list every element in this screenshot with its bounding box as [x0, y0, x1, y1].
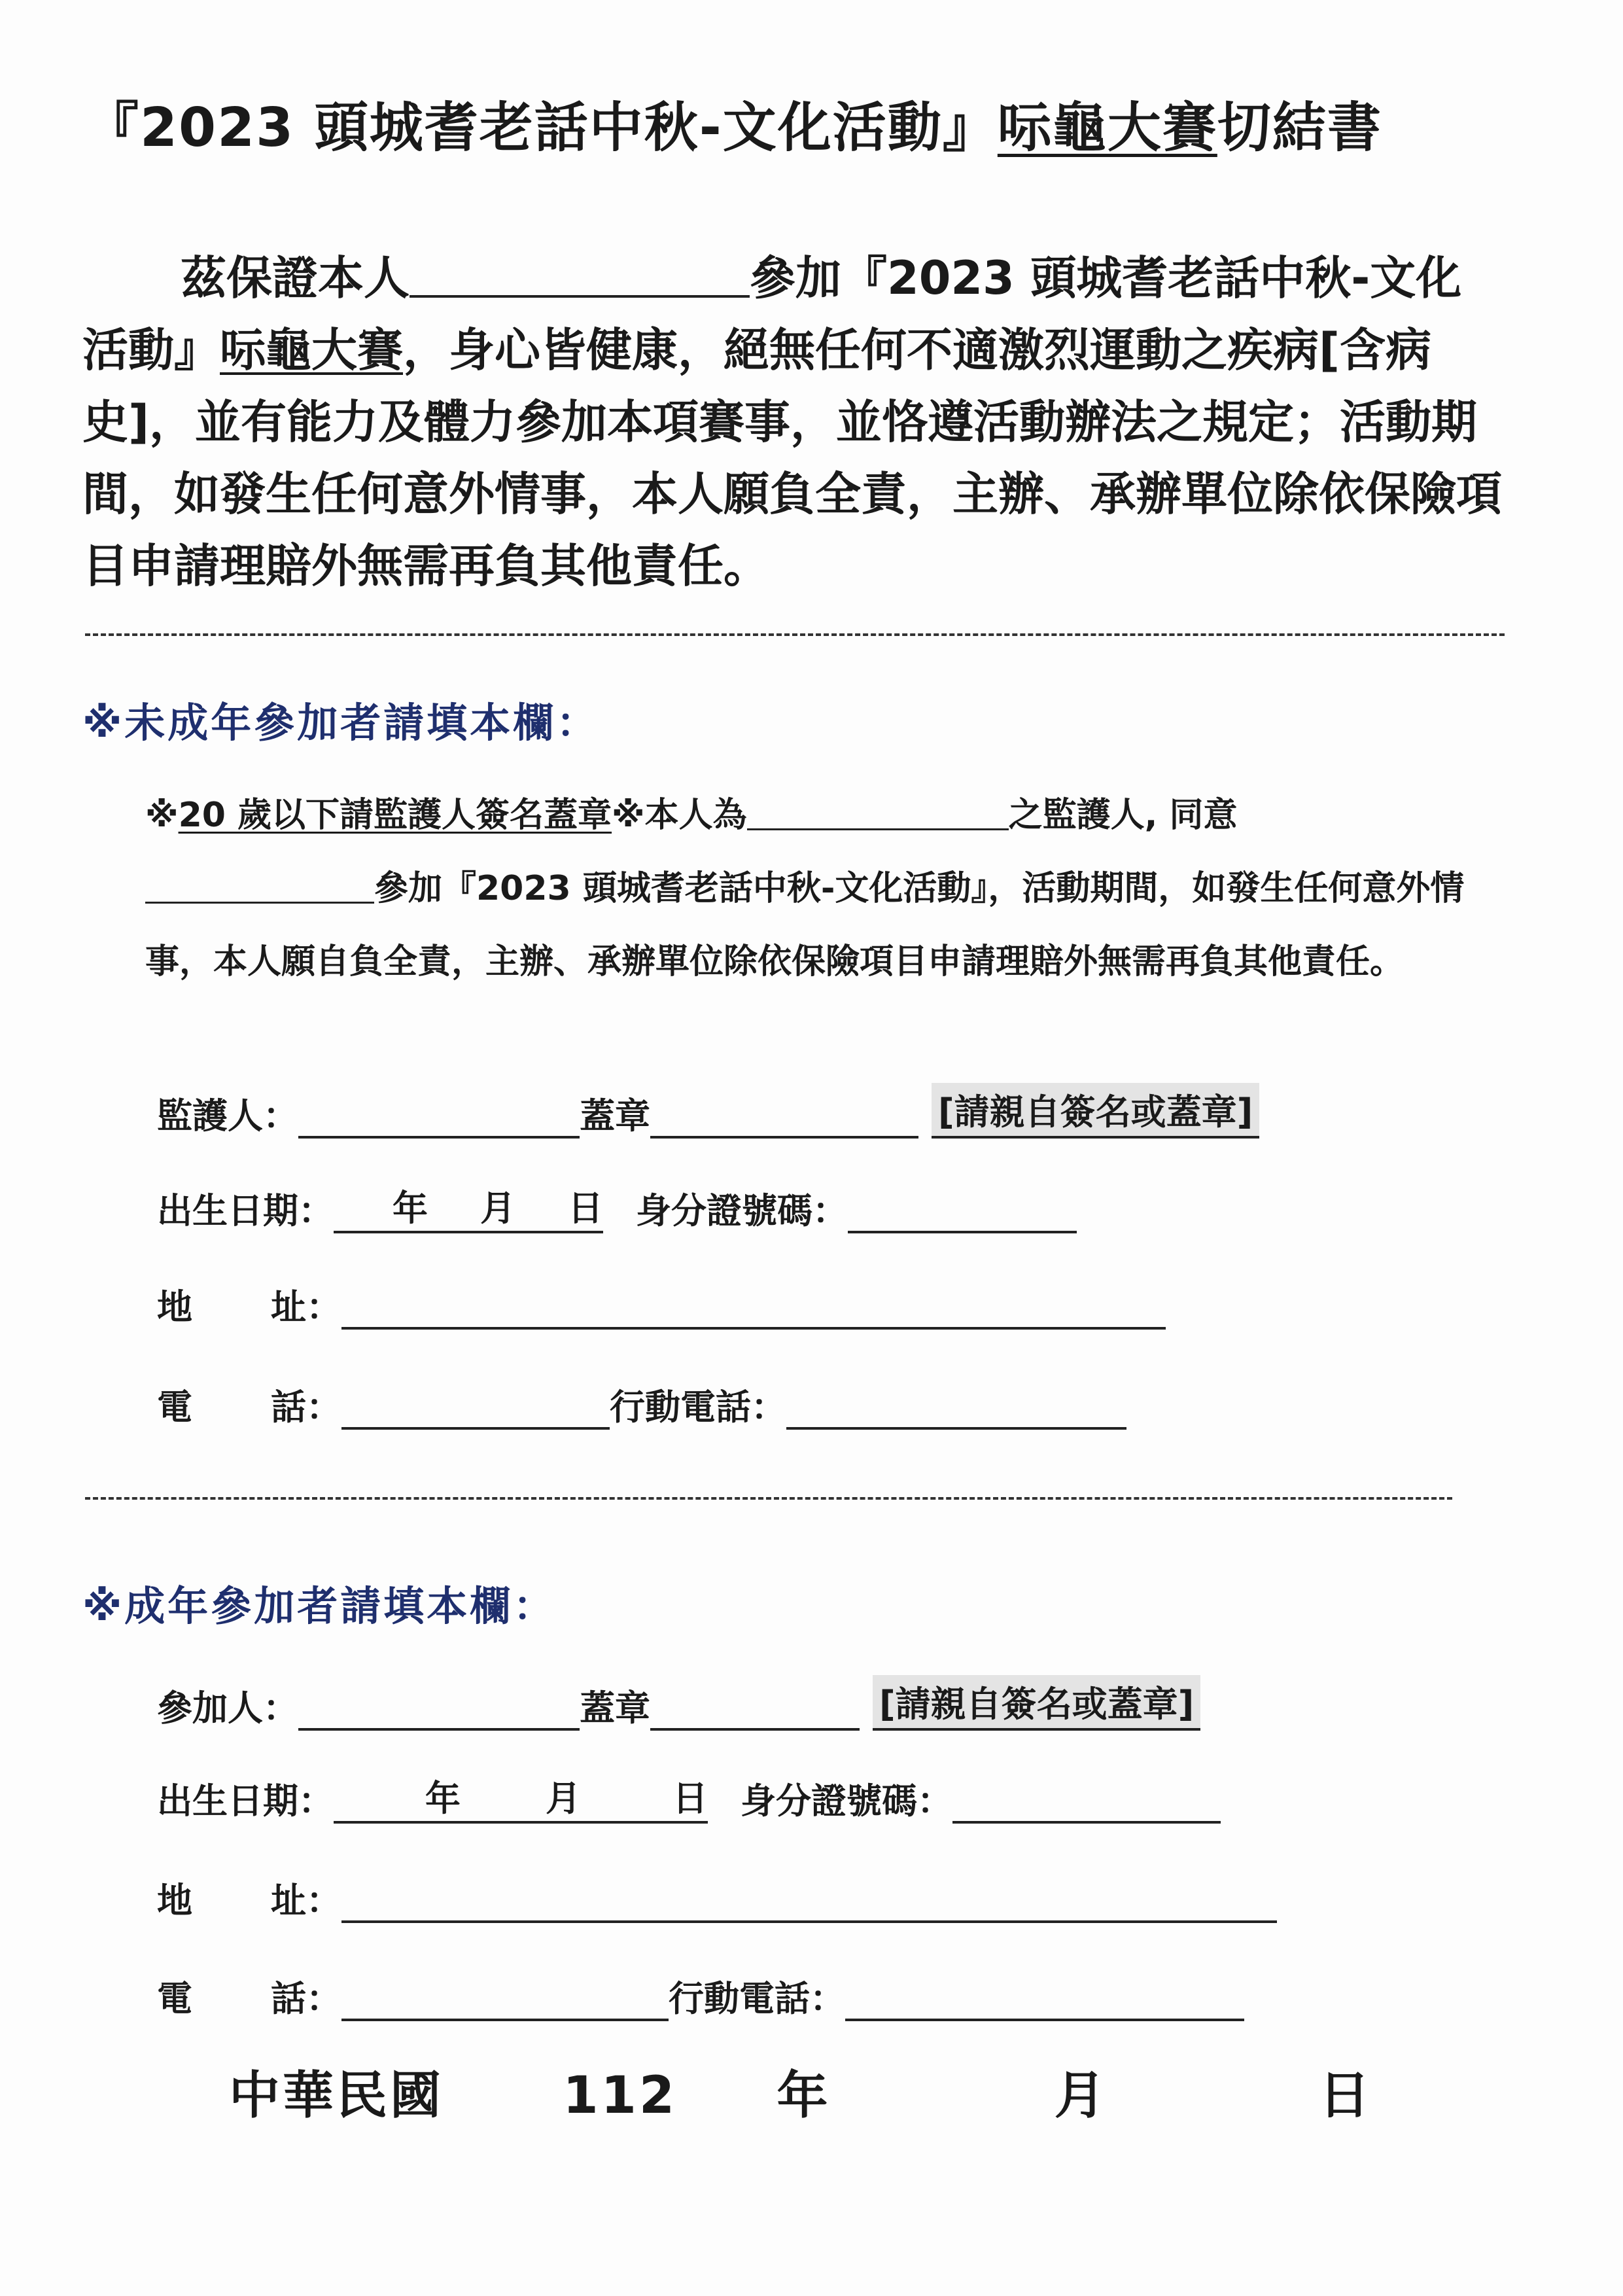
- minor-name-blank[interactable]: [145, 868, 374, 904]
- participant-mobile-label: 行動電話：: [669, 1978, 845, 2019]
- guardian-mid: ※本人為: [612, 796, 747, 835]
- participant-sign-note: [請親自簽名或蓋章]: [873, 1675, 1200, 1731]
- guardian-mobile-label: 行動電話：: [610, 1386, 786, 1428]
- participant-birth-label: 出生日期：: [157, 1780, 334, 1822]
- participant-phone-row: [157, 1971, 1244, 2021]
- minor-section-heading: ※未成年參加者請填本欄：: [82, 699, 600, 747]
- guardian-row: [157, 1083, 1259, 1139]
- title-event-name: 呩龜大賽: [997, 97, 1217, 159]
- participant-birth-row: [157, 1773, 1221, 1824]
- guardian-mid2: 之監護人, 同意: [1008, 796, 1238, 835]
- participant-address-field[interactable]: [341, 1885, 1277, 1923]
- guardian-seal-label: 蓋章: [580, 1095, 650, 1137]
- participant-mobile-field[interactable]: [845, 1983, 1244, 2021]
- divider-2: [85, 1497, 1452, 1500]
- declaration-paragraph: [82, 242, 1502, 602]
- participant-birth-month: 月: [546, 1778, 581, 1819]
- form-title: [85, 85, 1550, 162]
- guardian-addr-label-2: 址：: [271, 1286, 341, 1328]
- guardian-phone-field[interactable]: [341, 1392, 610, 1430]
- footer-month: 月: [1054, 2066, 1108, 2125]
- participant-label: 參加人：: [157, 1687, 298, 1729]
- declaration-part2: ，身心皆健康，絕無任何不適激烈運動之疾病[含病史]，並有能力及體力參加本項賽事，並恪遵活動辦法之規定；活動期間，如發生任何意外情事，本人願負全責，主辦、承辦單位除依保險項目申請理賠外無需再負其他責任。: [82, 323, 1502, 593]
- footer-year-number: 112: [563, 2066, 678, 2125]
- guardian-addr-label-1: 地: [157, 1286, 192, 1328]
- footer-year: 年: [777, 2066, 831, 2125]
- guardian-address-field[interactable]: [341, 1292, 1166, 1330]
- participant-addr-label-1: 地: [157, 1880, 192, 1921]
- participant-birth-day: 日: [672, 1778, 708, 1819]
- signing-date: [229, 2055, 1372, 2128]
- guardian-birth-day: 日: [568, 1188, 603, 1229]
- declaration-prefix: 茲保證本人: [181, 251, 410, 305]
- guardian-consent-paragraph: [145, 779, 1499, 998]
- guardian-sign-note: [請親自簽名或蓋章]: [932, 1083, 1259, 1139]
- participant-address-row: [157, 1873, 1277, 1923]
- guardian-prefix: ※: [145, 796, 179, 835]
- guardian-seal-field[interactable]: [650, 1101, 918, 1139]
- participant-phone-field[interactable]: [341, 1983, 669, 2021]
- guardian-tel-label-1: 電: [157, 1386, 192, 1428]
- participant-id-label: 身分證號碼：: [741, 1780, 952, 1822]
- adult-section-heading: ※成年參加者請填本欄：: [82, 1582, 557, 1630]
- footer-era: 中華民國: [229, 2066, 444, 2125]
- divider-1: [85, 633, 1505, 636]
- participant-id-field[interactable]: [952, 1786, 1221, 1824]
- guardian-mobile-field[interactable]: [786, 1392, 1126, 1430]
- guardian-phone-row: [157, 1379, 1126, 1430]
- title-suffix: 切結書: [1217, 97, 1382, 159]
- guardian-birth-month: 月: [480, 1188, 515, 1229]
- participant-birth-field[interactable]: [334, 1778, 708, 1824]
- declaration-event-name: 呩龜大賽: [220, 323, 403, 377]
- footer-day: 日: [1319, 2066, 1373, 2125]
- guardian-birth-field[interactable]: [334, 1188, 603, 1233]
- guardian-id-label: 身分證號碼：: [636, 1190, 848, 1231]
- participant-addr-label-2: 址：: [271, 1880, 341, 1921]
- participant-tel-label-2: 話：: [271, 1978, 341, 2019]
- participant-tel-label-1: 電: [157, 1978, 192, 2019]
- guardian-birth-row: [157, 1183, 1077, 1233]
- guardian-name-field[interactable]: [298, 1101, 580, 1139]
- participant-seal-label: 蓋章: [580, 1687, 650, 1729]
- participant-name-field[interactable]: [298, 1693, 580, 1731]
- guardian-birth-year: 年: [393, 1188, 428, 1229]
- participant-row: [157, 1675, 1200, 1731]
- guardian-requirement: 20 歲以下請監護人簽名蓋章: [178, 796, 612, 835]
- declaration-part1: 參加『2023 頭城耆老話中秋-文化活動』: [82, 251, 1462, 377]
- guardian-address-row: [157, 1279, 1166, 1330]
- participant-birth-year: 年: [425, 1778, 461, 1819]
- guardian-rest: 參加『2023 頭城耆老話中秋-文化活動』，活動期間，如發生任何意外情事，本人願自負全責，主辦、承辦單位除依保險項目申請理賠外無需再負其他責任。: [145, 869, 1465, 981]
- title-main: 『2023 頭城耆老話中秋-文化活動』: [85, 97, 998, 159]
- participant-seal-field[interactable]: [650, 1693, 860, 1731]
- guardian-of-blank[interactable]: [747, 794, 1009, 830]
- participant-name-blank[interactable]: [410, 249, 750, 298]
- guardian-id-field[interactable]: [848, 1195, 1077, 1233]
- guardian-tel-label-2: 話：: [271, 1386, 341, 1428]
- guardian-label: 監護人：: [157, 1095, 298, 1137]
- guardian-birth-label: 出生日期：: [157, 1190, 334, 1231]
